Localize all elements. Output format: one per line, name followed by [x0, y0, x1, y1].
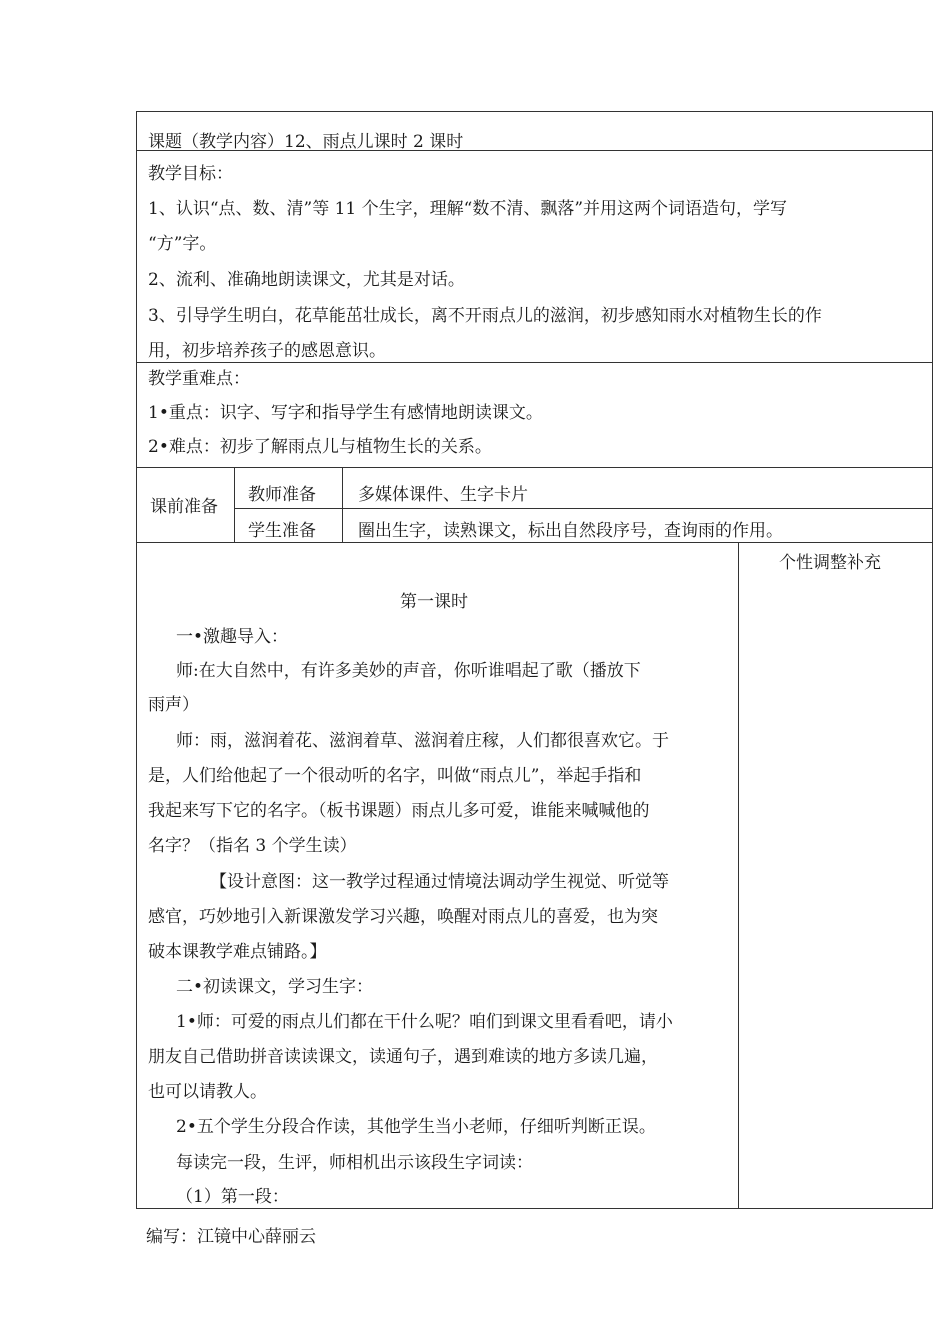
col-divider-side [738, 542, 739, 1208]
student-prep-value: 圈出生字，读熟课文，标出自然段序号，查询雨的作用。 [358, 521, 783, 541]
row-divider-keypoints [136, 467, 933, 468]
prep-label: 课前准备 [150, 497, 218, 517]
objective-line: 2、流利、准确地朗读课文，尤其是对话。 [148, 270, 465, 290]
keypoint-line: 1•重点：识字、写字和指导学生有感情地朗读课文。 [148, 403, 543, 423]
keypoints-heading: 教学重难点： [148, 369, 250, 389]
session-title: 第一课时 [400, 592, 468, 612]
body-line: 是，人们给他起了一个很动听的名字，叫做“雨点儿”，举起手指和 [148, 766, 642, 786]
body-line: 【设计意图：这一教学过程通过情境法调动学生视觉、听觉等 [210, 872, 669, 892]
body-line: 雨声） [148, 695, 199, 715]
table-border-bottom [136, 1208, 933, 1209]
body-line: 我起来写下它的名字。（板书课题）雨点儿多可爱，谁能来喊喊他的 [148, 801, 650, 821]
keypoint-line: 2•难点：初步了解雨点儿与植物生长的关系。 [148, 437, 492, 457]
body-line: 师：雨，滋润着花、滋润着草、滋润着庄稼，人们都很喜欢它。于 [176, 731, 669, 751]
teacher-prep-value: 多媒体课件、生字卡片 [358, 485, 528, 505]
student-prep-label: 学生准备 [248, 521, 316, 541]
body-line: 破本课教学难点铺路。】 [148, 942, 327, 962]
objective-line: “方”字。 [148, 234, 217, 254]
objectives-heading: 教学目标： [148, 164, 233, 184]
row-divider-objectives [136, 362, 933, 363]
row-divider-prep [136, 542, 933, 543]
body-line: 感官，巧妙地引入新课激发学习兴趣，唤醒对雨点儿的喜爱，也为突 [148, 907, 658, 927]
body-line: （1）第一段： [176, 1187, 289, 1207]
body-line: 二•初读课文，学习生字： [176, 977, 374, 997]
objective-line: 3、引导学生明白，花草能茁壮成长，离不开雨点儿的滋润，初步感知雨水对植物生长的作 [148, 306, 822, 326]
body-line: 师:在大自然中，有许多美妙的声音，你听谁唱起了歌（播放下 [176, 661, 641, 681]
body-line: 也可以请教人。 [148, 1082, 267, 1102]
body-line: 名字？（指名 3 个学生读） [148, 836, 357, 856]
col-divider-prep-label [234, 467, 235, 542]
body-line: 朋友自己借助拼音读读课文，读通句子，遇到难读的地方多读几遍， [148, 1047, 658, 1067]
author-footer: 编写：江镜中心薛丽云 [146, 1227, 316, 1247]
objective-line: 1、认识“点、数、清”等 11 个生字，理解“数不清、飘落”并用这两个词语造句，学写 [148, 199, 788, 219]
table-border-right [932, 111, 933, 1209]
table-border-left [136, 111, 137, 1209]
body-line: 2•五个学生分段合作读，其他学生当小老师，仔细听判断正误。 [176, 1117, 656, 1137]
side-column-header: 个性调整补充 [779, 553, 881, 573]
body-line: 一•激趣导入： [176, 627, 289, 647]
lesson-title: 课题（教学内容）12、雨点儿课时 2 课时 [148, 132, 464, 152]
teacher-prep-label: 教师准备 [248, 485, 316, 505]
body-line: 每读完一段，生评，师相机出示该段生字词读： [176, 1153, 533, 1173]
body-line: 1•师：可爱的雨点儿们都在干什么呢？咱们到课文里看看吧，请小 [176, 1012, 673, 1032]
table-border-top [136, 111, 933, 112]
row-divider-prep-inner [234, 508, 933, 509]
objective-line: 用，初步培养孩子的感恩意识。 [148, 341, 386, 361]
col-divider-prep-item [342, 467, 343, 542]
